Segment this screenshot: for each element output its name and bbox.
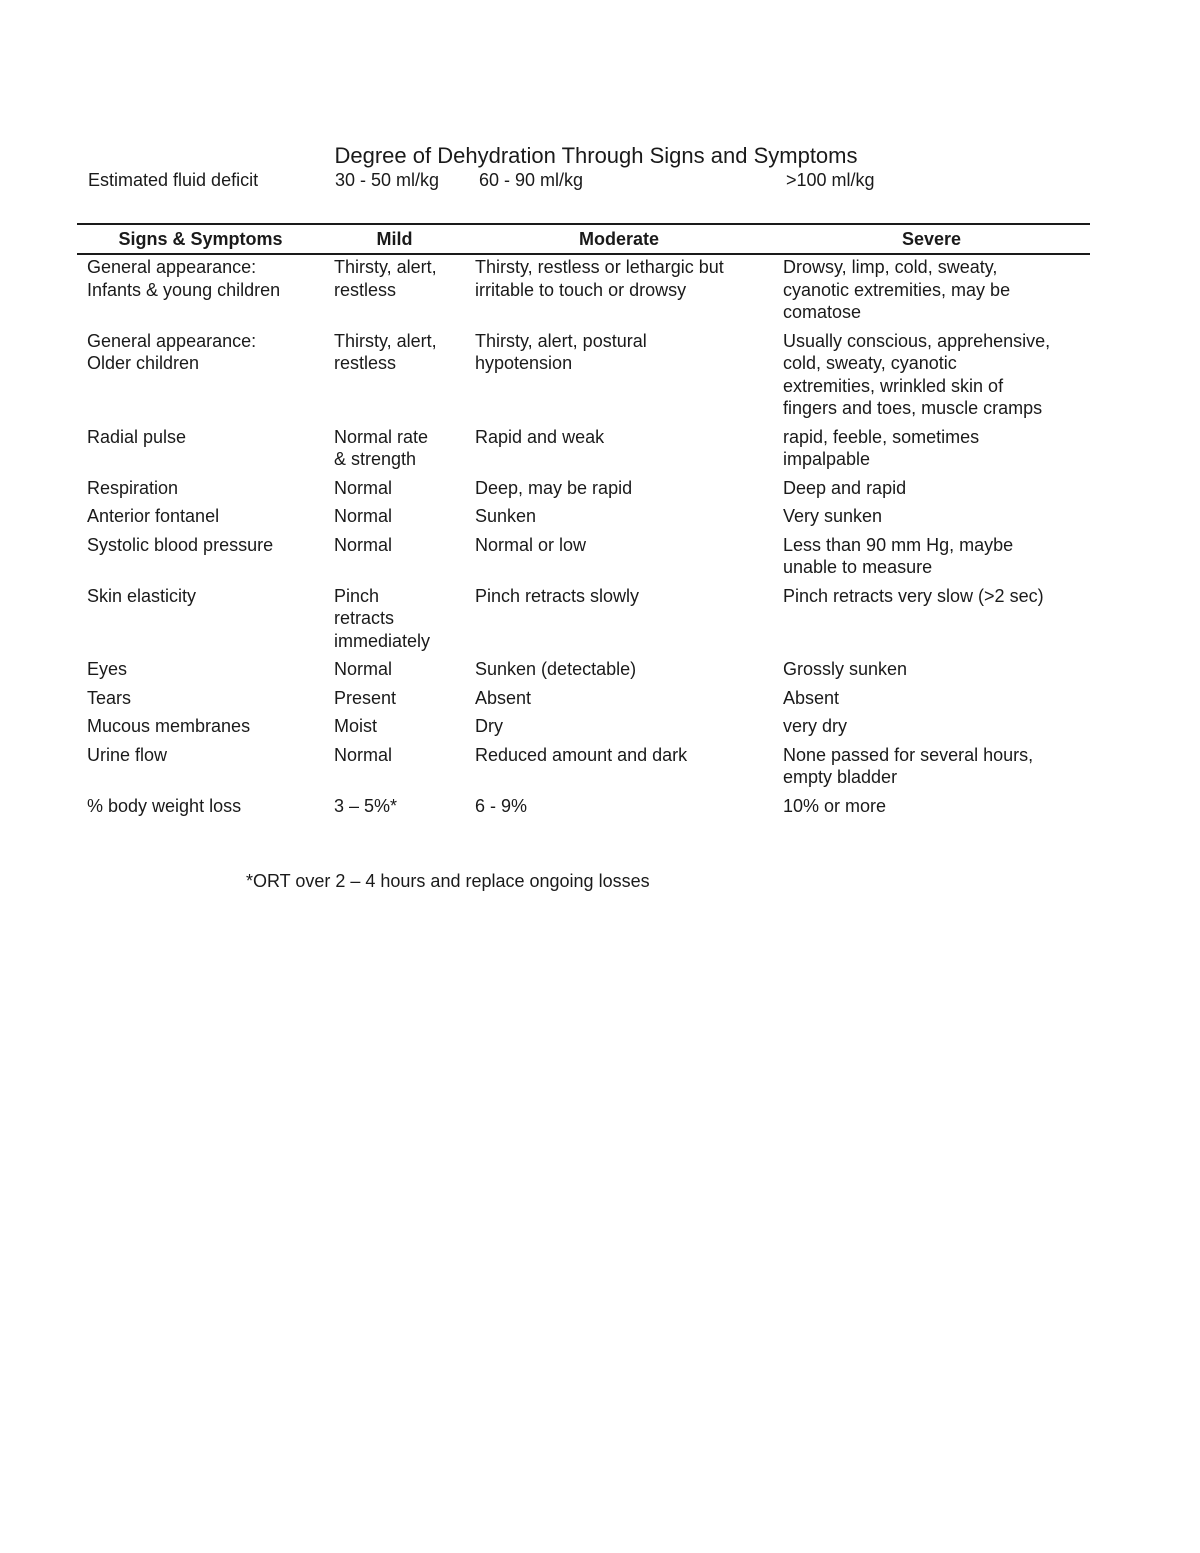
sign-cell: Mucous membranes <box>87 716 251 736</box>
severe-cell: 10% or more <box>783 795 887 816</box>
moderate-cell: Pinch retracts slowly <box>475 585 640 606</box>
severe-cell: Less than 90 mm Hg, maybe unable to measure <box>783 534 1014 577</box>
moderate-cell: Thirsty, restless or lethargic but irritable to touch or drowsy <box>475 257 724 300</box>
table-row <box>77 715 1090 744</box>
table-row <box>77 658 1090 687</box>
moderate-cell: Dry <box>475 716 503 736</box>
severe-cell: Drowsy, limp, cold, sweaty, cyanotic extremities, may be comatose <box>783 257 1011 322</box>
dehydration-table <box>77 223 1090 823</box>
sign-cell: Respiration <box>87 477 179 498</box>
sign-cell: Skin elasticity <box>87 585 197 606</box>
moderate-cell: Absent <box>475 687 532 708</box>
mild-cell: Normal <box>334 477 393 498</box>
severe-cell: Very sunken <box>783 506 883 526</box>
moderate-cell: Rapid and weak <box>475 426 605 447</box>
sign-cell: Tears <box>87 687 132 708</box>
moderate-cell: Deep, may be rapid <box>475 477 633 498</box>
severe-cell: Absent <box>783 687 840 708</box>
mild-cell: Normal <box>334 744 393 765</box>
header-severe: Severe <box>773 224 1090 254</box>
mild-cell: Normal <box>334 534 393 555</box>
table-row <box>77 744 1090 795</box>
table-row <box>77 795 1090 824</box>
mild-cell: Thirsty, alert, restless <box>334 330 437 373</box>
moderate-cell: Reduced amount and dark <box>475 744 688 765</box>
sign-cell: General appearance: Infants & young children <box>87 257 281 300</box>
table-row <box>77 687 1090 716</box>
mild-cell: Pinch retracts immediately <box>334 585 431 651</box>
severe-cell: Usually conscious, apprehensive, cold, sweaty, cyanotic extremities, wrinkled skin of fingers and toes, muscle cramps <box>783 330 1051 418</box>
moderate-cell: Sunken (detectable) <box>475 659 637 679</box>
deficit-moderate: 60 - 90 ml/kg <box>479 170 584 190</box>
header-signs-symptoms: Signs & Symptoms <box>77 224 324 254</box>
sign-cell: General appearance: Older children <box>87 330 257 373</box>
severe-cell: rapid, feeble, sometimes impalpable <box>783 426 980 469</box>
mild-cell: Moist <box>334 716 378 736</box>
table-row <box>77 534 1090 585</box>
mild-cell: Thirsty, alert, restless <box>334 257 437 300</box>
sign-cell: Anterior fontanel <box>87 506 220 526</box>
sign-cell: Eyes <box>87 659 128 679</box>
sign-cell: % body weight loss <box>87 795 242 816</box>
table-row <box>77 330 1090 426</box>
sign-cell: Systolic blood pressure <box>87 534 274 555</box>
severe-cell: None passed for several hours, empty bladder <box>783 744 1034 787</box>
header-moderate: Moderate <box>465 224 773 254</box>
header-mild: Mild <box>324 224 465 254</box>
severe-cell: very dry <box>783 716 848 736</box>
severe-cell: Pinch retracts very slow (>2 sec) <box>783 585 1044 606</box>
moderate-cell: Thirsty, alert, postural hypotension <box>475 330 647 373</box>
sign-cell: Urine flow <box>87 744 168 765</box>
deficit-label: Estimated fluid deficit <box>88 170 259 190</box>
table-row <box>77 426 1090 477</box>
table-header-row <box>77 224 1090 254</box>
moderate-cell: Normal or low <box>475 534 587 555</box>
deficit-mild: 30 - 50 ml/kg <box>335 170 440 190</box>
mild-cell: Normal <box>334 506 393 526</box>
table-row <box>77 477 1090 506</box>
footnote: *ORT over 2 – 4 hours and replace ongoing losses <box>246 871 650 891</box>
mild-cell: Normal <box>334 659 393 679</box>
estimated-fluid-deficit-row <box>0 168 1200 192</box>
table-row <box>77 505 1090 534</box>
sign-cell: Radial pulse <box>87 426 187 447</box>
severe-cell: Grossly sunken <box>783 659 908 679</box>
moderate-cell: Sunken <box>475 506 537 526</box>
mild-cell: Normal rate & strength <box>334 426 429 469</box>
moderate-cell: 6 - 9% <box>475 795 528 816</box>
table-row <box>77 585 1090 659</box>
mild-cell: Present <box>334 687 397 708</box>
page-title: Degree of Dehydration Through Signs and Symptoms <box>334 143 858 168</box>
severe-cell: Deep and rapid <box>783 477 907 498</box>
table-row <box>77 254 1090 330</box>
deficit-severe: >100 ml/kg <box>786 170 875 190</box>
mild-cell: 3 – 5%* <box>334 795 398 816</box>
